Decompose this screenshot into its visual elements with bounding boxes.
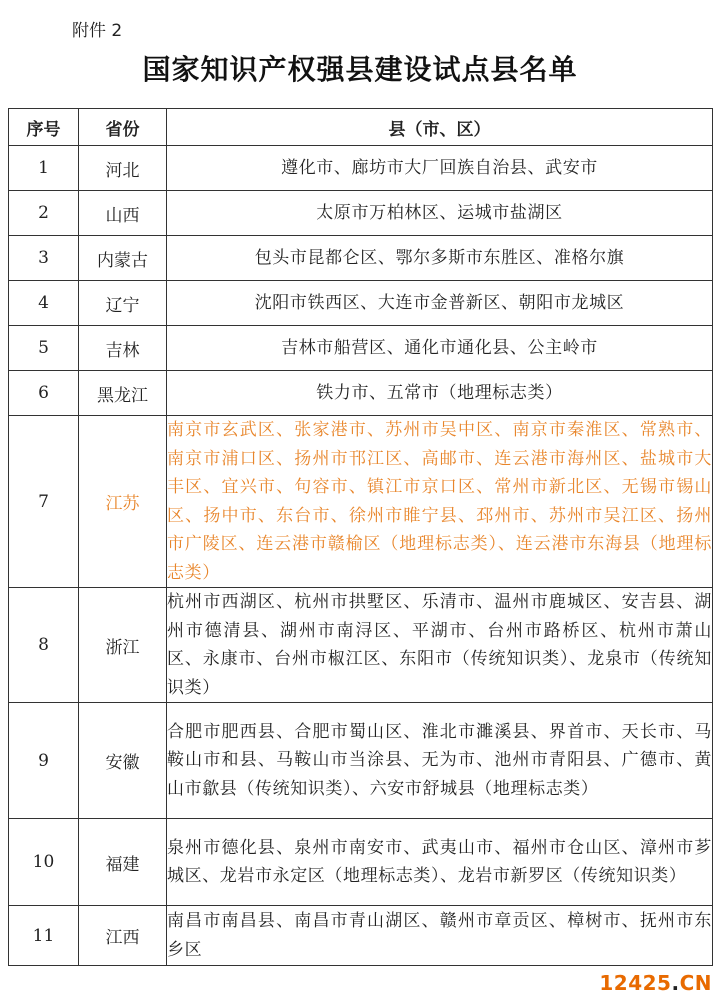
row-index: 7 (9, 416, 79, 588)
row-counties: 南昌市南昌县、南昌市青山湖区、赣州市章贡区、樟树市、抚州市东乡区 (167, 906, 713, 966)
row-province: 山西 (79, 191, 167, 236)
watermark-domain: CN (679, 971, 712, 995)
table-row (9, 191, 713, 236)
table-row (9, 906, 713, 966)
row-index: 6 (9, 371, 79, 416)
page-title: 国家知识产权强县建设试点县名单 (142, 53, 578, 86)
site-watermark (599, 971, 712, 995)
watermark-number: 12425 (599, 971, 672, 995)
attachment-label: 附件 2 (72, 21, 123, 41)
row-counties: 杭州市西湖区、杭州市拱墅区、乐清市、温州市鹿城区、安吉县、湖州市德清县、湖州市南浔区、平湖市、台州市路桥区、杭州市萧山区、永康市、台州市椒江区、东阳市（传统知识类）、龙泉市（传统知识类） (167, 588, 713, 703)
row-counties: 包头市昆都仑区、鄂尔多斯市东胜区、准格尔旗 (167, 236, 713, 281)
pilot-county-table (8, 108, 713, 966)
table-row (9, 326, 713, 371)
row-counties: 遵化市、廊坊市大厂回族自治县、武安市 (167, 146, 713, 191)
table-row (9, 819, 713, 906)
row-counties: 吉林市船营区、通化市通化县、公主岭市 (167, 326, 713, 371)
row-index: 9 (9, 703, 79, 819)
table-row (9, 371, 713, 416)
row-counties: 合肥市肥西县、合肥市蜀山区、淮北市濉溪县、界首市、天长市、马鞍山市和县、马鞍山市当涂县、无为市、池州市青阳县、广德市、黄山市歙县（传统知识类）、六安市舒城县（地理标志类） (167, 703, 713, 819)
row-index: 10 (9, 819, 79, 906)
watermark-dot: . (671, 971, 680, 995)
row-counties: 南京市玄武区、张家港市、苏州市吴中区、南京市秦淮区、常熟市、南京市浦口区、扬州市邗江区、高邮市、连云港市海州区、盐城市大丰区、宜兴市、句容市、镇江市京口区、常州市新北区、无锡市锡山区、扬中市、东台市、徐州市睢宁县、邳州市、苏州市吴江区、扬州市广陵区、连云港市赣榆区（地理标志类）、连云港市东海县（地理标志类） (167, 416, 713, 588)
row-province: 内蒙古 (79, 236, 167, 281)
row-counties: 泉州市德化县、泉州市南安市、武夷山市、福州市仓山区、漳州市芗城区、龙岩市永定区（地理标志类）、龙岩市新罗区（传统知识类） (167, 819, 713, 906)
header-province: 省份 (79, 109, 167, 146)
row-province: 黑龙江 (79, 371, 167, 416)
row-index: 5 (9, 326, 79, 371)
row-counties: 沈阳市铁西区、大连市金普新区、朝阳市龙城区 (167, 281, 713, 326)
table-row (9, 281, 713, 326)
row-province: 浙江 (79, 588, 167, 703)
row-province: 江苏 (79, 416, 167, 588)
row-counties: 铁力市、五常市（地理标志类） (167, 371, 713, 416)
row-index: 3 (9, 236, 79, 281)
row-index: 4 (9, 281, 79, 326)
row-counties: 太原市万柏林区、运城市盐湖区 (167, 191, 713, 236)
row-province: 河北 (79, 146, 167, 191)
row-index: 2 (9, 191, 79, 236)
table-row (9, 146, 713, 191)
row-index: 1 (9, 146, 79, 191)
row-province: 江西 (79, 906, 167, 966)
header-index: 序号 (9, 109, 79, 146)
table-row (9, 588, 713, 703)
header-counties: 县（市、区） (167, 109, 713, 146)
row-province: 安徽 (79, 703, 167, 819)
row-province: 福建 (79, 819, 167, 906)
row-province: 辽宁 (79, 281, 167, 326)
row-index: 11 (9, 906, 79, 966)
table-row (9, 236, 713, 281)
table-row-highlighted (9, 416, 713, 588)
table-header-row (9, 109, 713, 146)
row-province: 吉林 (79, 326, 167, 371)
row-index: 8 (9, 588, 79, 703)
table-row (9, 703, 713, 819)
